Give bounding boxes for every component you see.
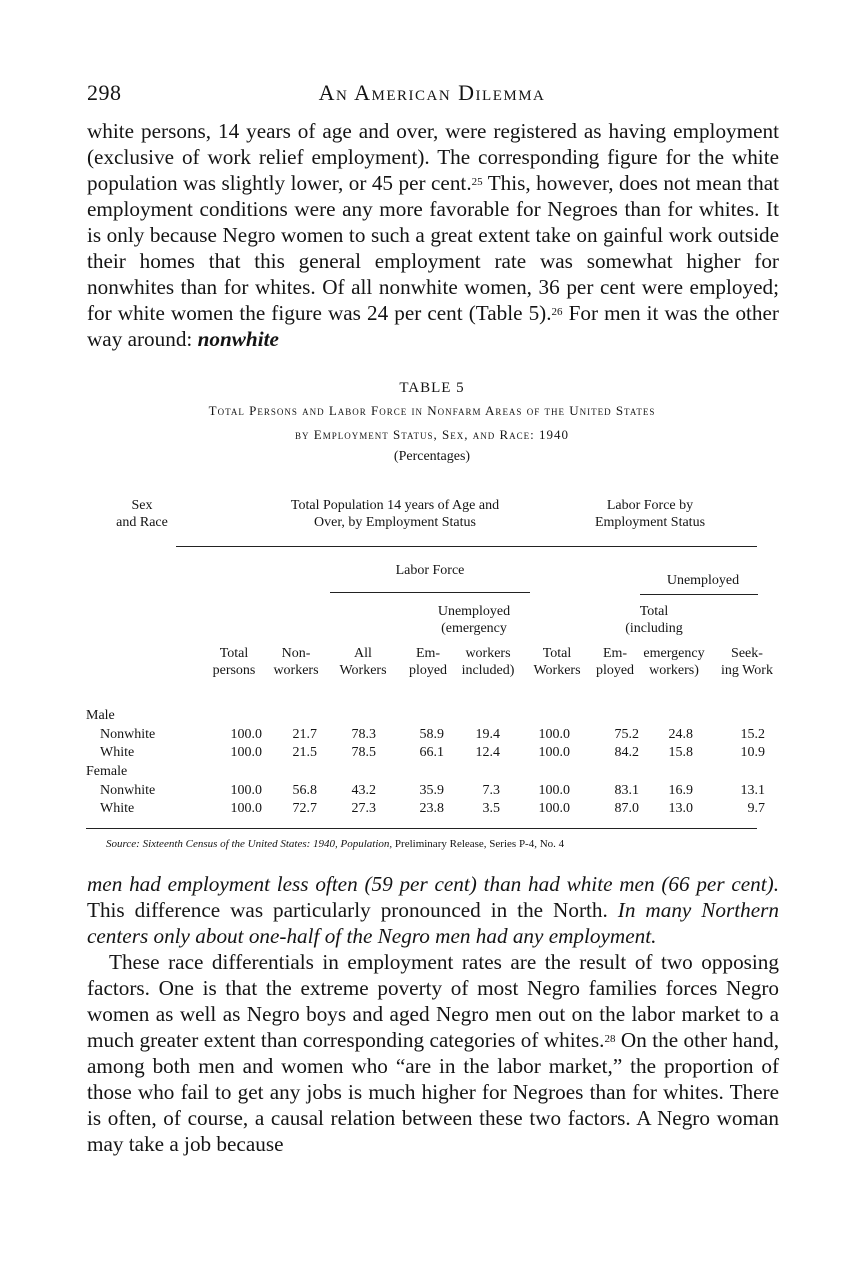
table-cell: 3.5 xyxy=(482,801,500,816)
header-labor-force: Labor Force xyxy=(395,563,465,578)
header-unemployed: Unemployed xyxy=(666,573,740,588)
table-cell: 75.2 xyxy=(614,727,639,742)
table-cell: 78.5 xyxy=(351,745,376,760)
header-sex-race: Sex and Race xyxy=(116,498,168,530)
unemployed-rule xyxy=(640,594,758,595)
table-cell: 21.5 xyxy=(292,745,317,760)
table-cell: 100.0 xyxy=(230,727,262,742)
source-rest: Preliminary Release, Series P-4, No. 4 xyxy=(394,838,565,850)
table-cell: 58.9 xyxy=(419,727,444,742)
table-cell: 12.4 xyxy=(475,745,500,760)
body-paragraph-bottom xyxy=(87,871,779,1157)
running-title: An American Dilemma xyxy=(318,80,546,105)
table-cell: 27.3 xyxy=(351,801,376,816)
table-cell: 16.9 xyxy=(668,783,693,798)
row-group-female: Female xyxy=(86,764,128,779)
table-cell: 15.2 xyxy=(740,727,765,742)
header-total-population: Total Population 14 years of Age and Over, by Employment Status xyxy=(290,498,500,530)
footnote-ref-28: 28 xyxy=(604,1033,616,1045)
source-title: Sixteenth Census of the United States: xyxy=(142,838,311,850)
col-header-total-workers: Total Workers xyxy=(533,646,581,678)
row-label: White xyxy=(100,745,135,760)
paragraph-text: For men it was the other way around: xyxy=(87,301,779,351)
table-label: TABLE 5 xyxy=(399,380,465,396)
col-header-emergency-workers-total: emergency workers) xyxy=(643,646,705,678)
paragraph-text: On the other hand, among both men and women who “are in the labor market,” the proportion of those who fail to get any jobs is much higher for Negroes than for whites. There is often, of course, a causal relation between these two factors. A Negro woman may take a job because xyxy=(87,1028,779,1156)
header-unemployed-total: Total (including xyxy=(625,604,683,636)
paragraph-text: white persons, 14 years of age and over, were registered as having employment (exclusive of work relief employment). The corresponding figure for the white population was slightly lower, or 45 per cent. xyxy=(87,119,779,195)
footnote-ref-25: 25 xyxy=(471,176,483,188)
table-cell: 24.8 xyxy=(668,727,693,742)
header-labor-force-by: Labor Force by Employment Status xyxy=(594,498,706,530)
table-rule-bottom xyxy=(86,828,757,829)
page-number: 298 xyxy=(87,80,122,105)
table-title-line-1: Total Persons and Labor Force in Nonfarm Areas of the United States xyxy=(208,403,656,418)
table-cell: 100.0 xyxy=(230,783,262,798)
paragraph-text: This difference was particularly pronounced in the North. xyxy=(87,898,618,922)
header-unemployed-emergency: Unemployed (emergency xyxy=(437,604,511,636)
col-header-total-persons: Total persons xyxy=(212,646,256,678)
source-year: 1940, xyxy=(313,838,338,850)
col-header-emergency-workers: workers included) xyxy=(461,646,515,678)
row-label: Nonwhite xyxy=(100,783,156,798)
emphasis-text: nonwhite xyxy=(197,327,279,351)
table-cell: 19.4 xyxy=(475,727,500,742)
col-header-lf-employed: Em- ployed xyxy=(595,646,635,678)
col-header-nonworkers: Non- workers xyxy=(273,646,319,678)
paragraph-text: These race differentials in employment rates are the result of two opposing factors. One is that the extreme poverty of most Negro families forces Negro women as well as Negro boys and aged Negro men out on the labor market to a much greater extent than corresponding categories of whites. xyxy=(87,950,779,1052)
col-header-all-workers: All Workers xyxy=(339,646,387,678)
table-cell: 72.7 xyxy=(292,801,317,816)
table-cell: 66.1 xyxy=(419,745,444,760)
table-cell: 100.0 xyxy=(538,745,570,760)
table-rule-top xyxy=(176,546,757,547)
table-cell: 13.0 xyxy=(668,801,693,816)
table-cell: 100.0 xyxy=(538,783,570,798)
table-source-note xyxy=(106,838,564,850)
row-label: Nonwhite xyxy=(100,727,156,742)
emphasis-text: men had employment less often (59 per cent) than had white men (66 per cent). xyxy=(87,872,779,896)
table-cell: 100.0 xyxy=(230,745,262,760)
row-label: White xyxy=(100,801,135,816)
labor-force-rule xyxy=(330,592,530,593)
table-cell: 100.0 xyxy=(538,727,570,742)
col-header-seeking-work: Seek- ing Work xyxy=(721,646,773,678)
table-cell: 100.0 xyxy=(538,801,570,816)
table-cell: 9.7 xyxy=(747,801,765,816)
table-cell: 83.1 xyxy=(614,783,639,798)
table-cell: 84.2 xyxy=(614,745,639,760)
table-cell: 78.3 xyxy=(351,727,376,742)
table-cell: 7.3 xyxy=(482,783,500,798)
table-cell: 21.7 xyxy=(292,727,317,742)
table-cell: 10.9 xyxy=(740,745,765,760)
table-title-line-2: by Employment Status, Sex, and Race: 1940 xyxy=(295,427,569,442)
source-population: Population, xyxy=(340,838,393,850)
emphasis-text: In many Northern centers only about one-half of the Negro men had any employment. xyxy=(87,898,779,948)
table-cell: 23.8 xyxy=(419,801,444,816)
table-subtitle: (Percentages) xyxy=(393,449,471,464)
footnote-ref-26: 26 xyxy=(551,306,563,318)
col-header-employed: Em- ployed xyxy=(408,646,448,678)
table-cell: 43.2 xyxy=(351,783,376,798)
paragraph-text: This, however, does not mean that employment conditions were any more favorable for Negroes than for whites. It is only because Negro women to such a great extent take on gainful work outside their homes that this general employment rate was somewhat higher for nonwhites than for whites. Of all nonwhite women, 36 per cent were employed; for white women the figure was 24 per cent (Table 5). xyxy=(87,171,779,325)
table-cell: 35.9 xyxy=(419,783,444,798)
table-cell: 56.8 xyxy=(292,783,317,798)
table-cell: 15.8 xyxy=(668,745,693,760)
source-label: Source: xyxy=(106,838,140,850)
body-paragraph-top xyxy=(87,118,779,352)
row-group-male: Male xyxy=(86,708,115,723)
table-cell: 13.1 xyxy=(740,783,765,798)
table-cell: 87.0 xyxy=(614,801,639,816)
table-cell: 100.0 xyxy=(230,801,262,816)
